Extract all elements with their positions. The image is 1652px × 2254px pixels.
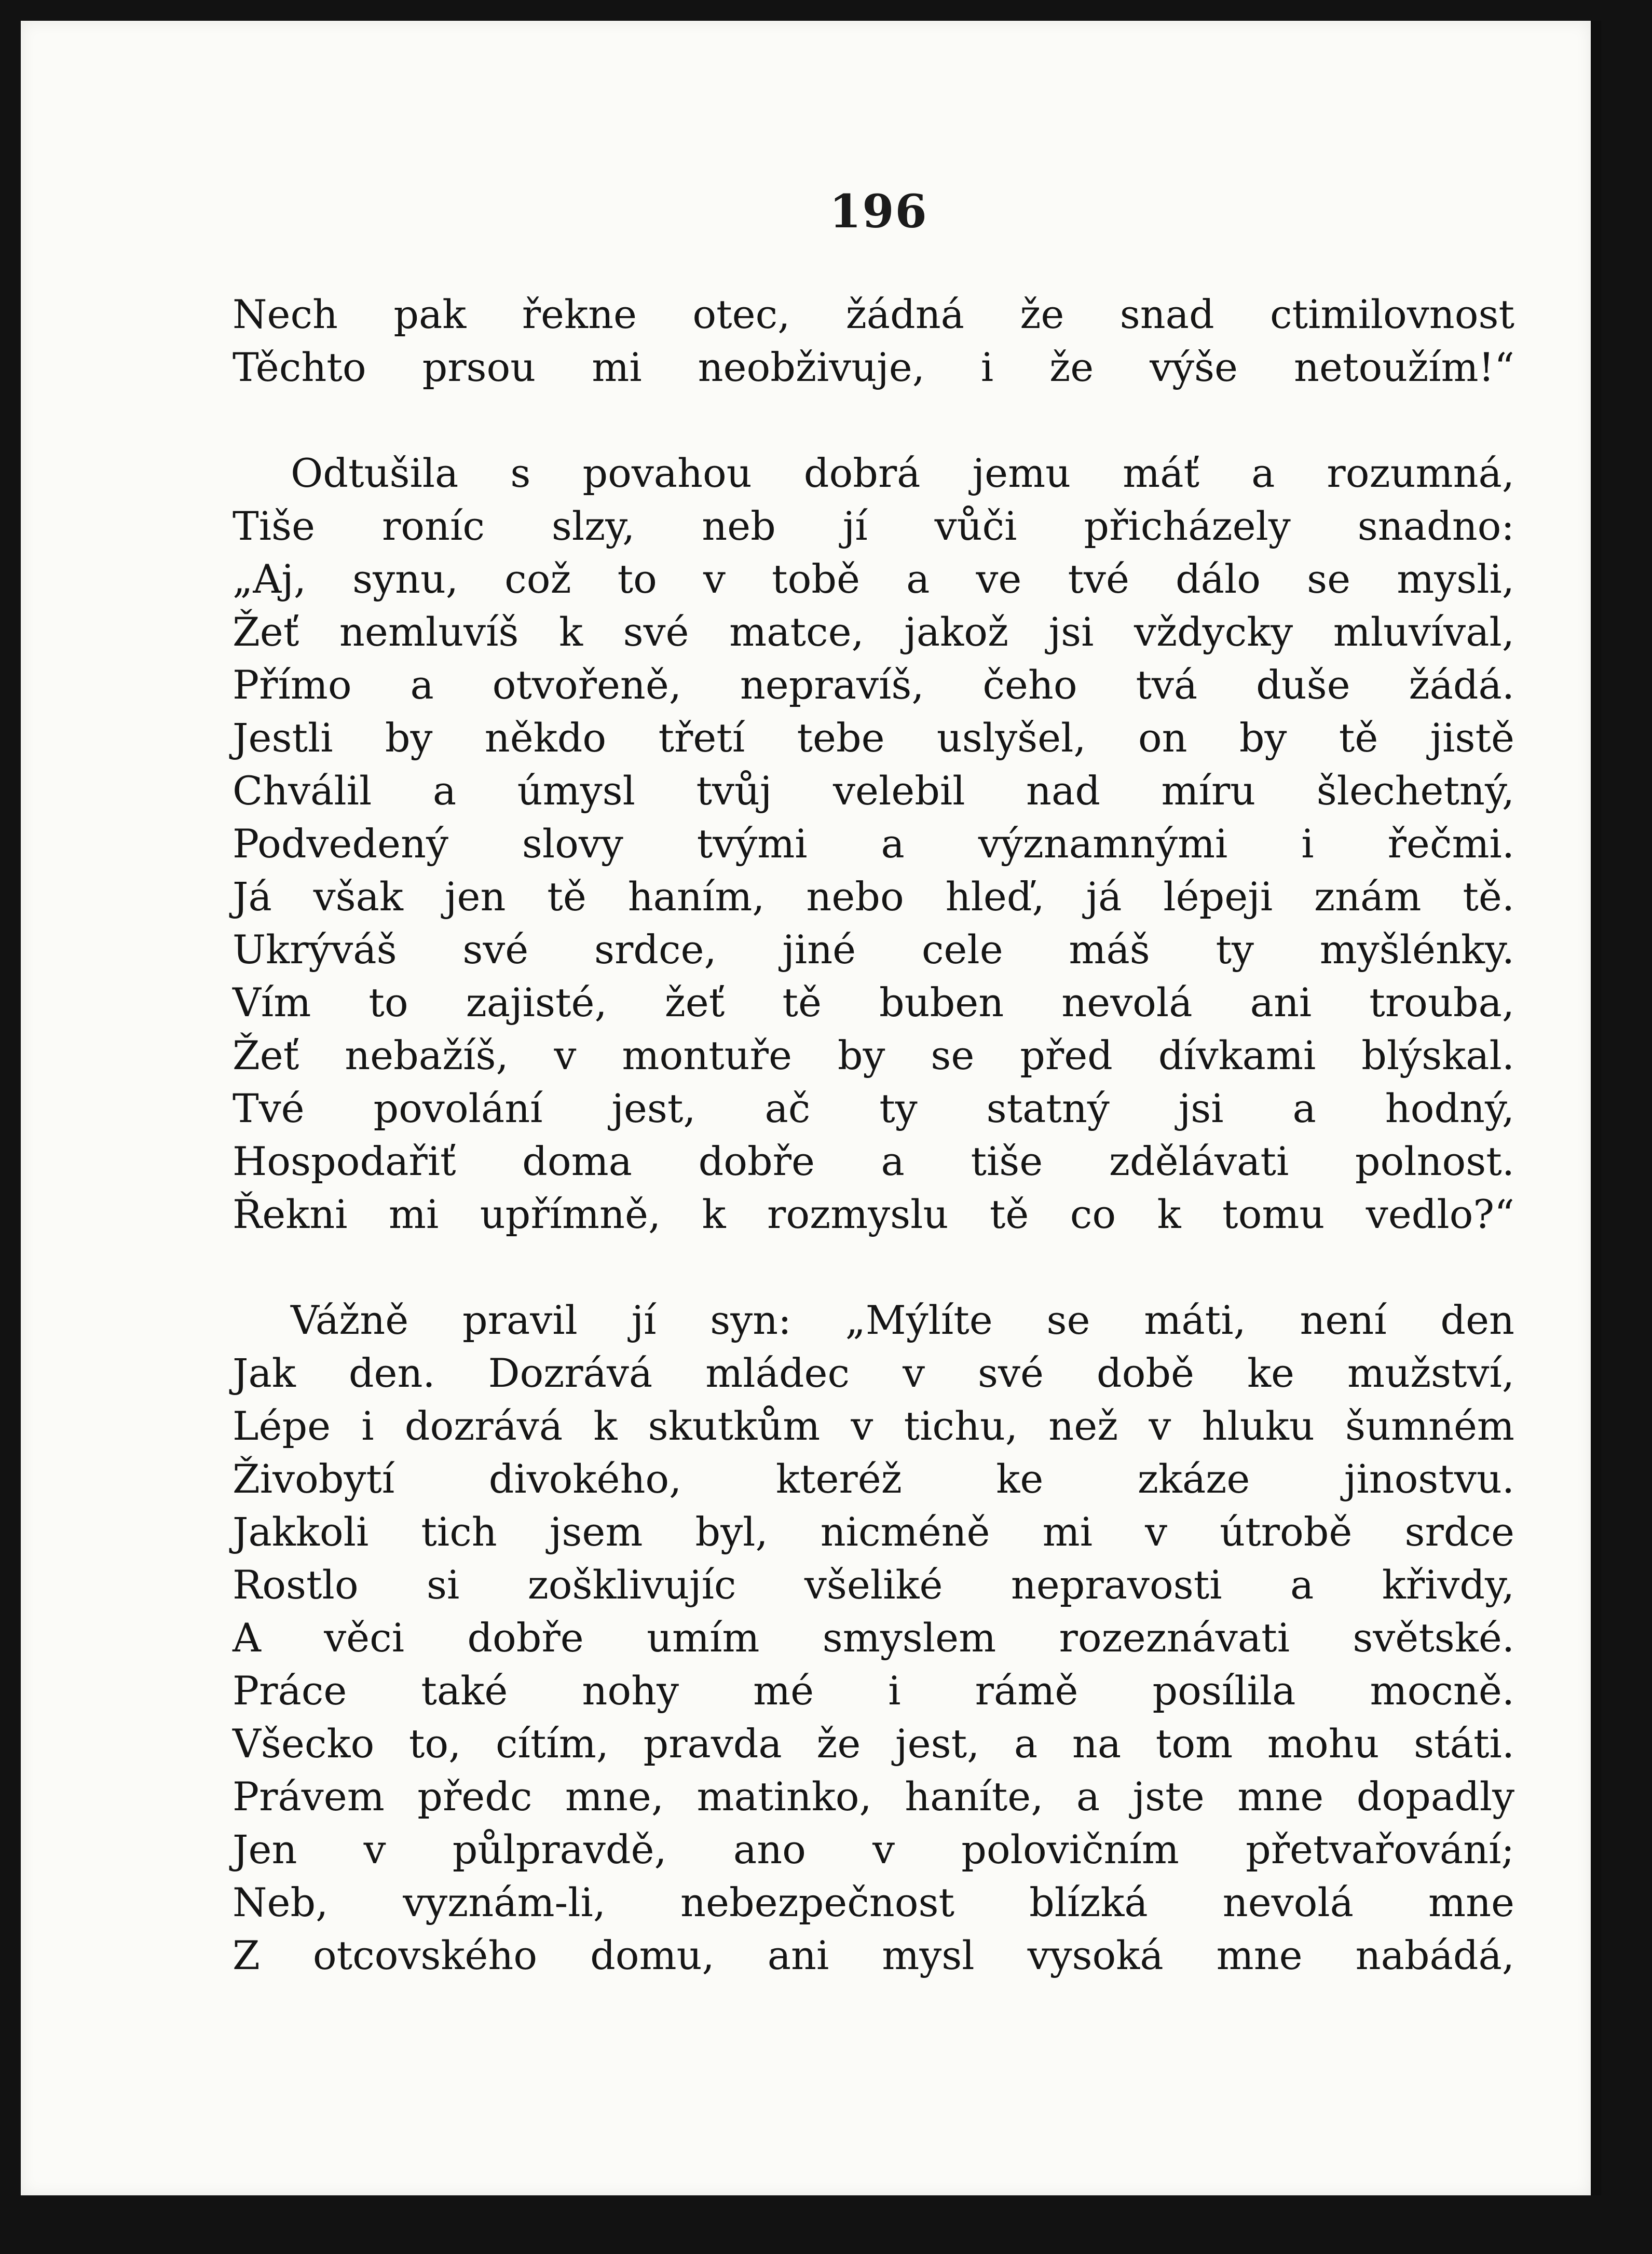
stanza-2 [233,447,1514,1241]
verse-line: Odtušila s povahou dobrá jemu máť a rozumná, [291,450,1514,496]
stanza-1 [233,288,1514,394]
verse-line: Tvé povolání jest, ač ty statný jsi a hodný, [233,1085,1514,1131]
verse-line: Z otcovského domu, ani mysl vysoká mne nabádá, [233,1932,1514,1978]
verse-line: Vím to zajisté, žeť tě buben nevolá ani trouba, [233,979,1514,1026]
verse-line: A věci dobře umím smyslem rozeznávati světské. [233,1615,1514,1661]
verse-line: Neb, vyznám-li, nebezpečnost blízká nevolá mne [233,1879,1514,1925]
verse-line: Já však jen tě haním, nebo hleď, já lépeji znám tě. [233,873,1514,920]
verse-line: „Aj, synu, což to v tobě a ve tvé dálo se mysli, [233,556,1514,602]
verse-line: Přímo a otvořeně, nepravíš, čeho tvá duše žádá. [233,662,1514,708]
verse-line: Nech pak řekne otec, žádná že snad ctimilovnost [233,291,1514,337]
verse-line: Rostlo si zošklivujíc všeliké nepravosti a křivdy, [233,1562,1514,1608]
verse-line: Živobytí divokého, kteréž ke zkáze jinostvu. [233,1456,1514,1502]
stanza-3 [233,1294,1514,1982]
verse-line: Chválil a úmysl tvůj velebil nad míru šlechetný, [233,768,1514,814]
verse-line: Práce také nohy mé i rámě posílila mocně. [233,1668,1514,1714]
verse-line: Tiše roníc slzy, neb jí vůči přicházely snadno: [233,503,1514,549]
page-number: 196 [829,184,928,238]
verse-line: Jak den. Dozrává mládec v své době ke mužství, [233,1350,1514,1396]
verse-line: Ukrýváš své srdce, jiné cele máš ty myšlénky. [233,926,1514,973]
verse-line: Hospodařiť doma dobře a tiše zdělávati polnost. [233,1138,1514,1184]
page-edge-shadow [1591,21,1601,2195]
verse-line: Žeť nemluvíš k své matce, jakož jsi vždycky mluvíval, [233,609,1514,655]
poem-text [233,288,1514,2035]
verse-line: Žeť nebažíš, v montuře by se před dívkami blýskal. [233,1032,1514,1078]
verse-line: Řekni mi upřímně, k rozmyslu tě co k tomu vedlo?“ [233,1191,1514,1237]
verse-line: Těchto prsou mi neobživuje, i že výše netoužím!“ [233,344,1514,390]
verse-line: Jestli by někdo třetí tebe uslyšel, on by tě jistě [233,715,1514,761]
verse-line: Všecko to, cítím, pravda že jest, a na tom mohu státi. [233,1720,1514,1767]
verse-line: Jen v půlpravdě, ano v polovičním přetvařování; [233,1826,1514,1873]
verse-line: Lépe i dozrává k skutkům v tichu, než v hluku šumném [233,1403,1514,1449]
verse-line: Právem předc mne, matinko, haníte, a jste mne dopadly [233,1773,1514,1820]
verse-line: Vážně pravil jí syn: „Mýlíte se máti, není den [291,1297,1514,1343]
verse-line: Podvedený slovy tvými a významnými i řečmi. [233,821,1514,867]
verse-line: Jakkoli tich jsem byl, nicméně mi v útrobě srdce [233,1509,1514,1555]
